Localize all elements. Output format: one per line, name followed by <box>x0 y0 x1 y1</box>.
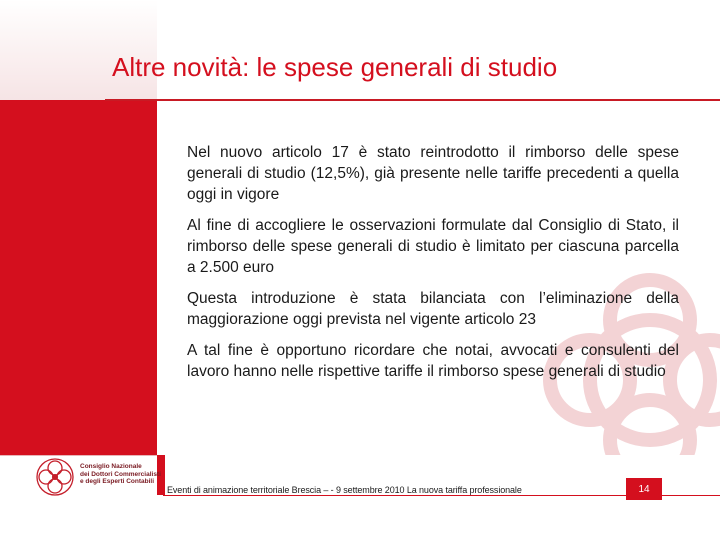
paragraph: Al fine di accogliere le osservazioni formulate dal Consiglio di Stato, il rimborso delle spese generali di studio è limitato per ciascuna parcella a 2.500 euro <box>187 217 679 276</box>
paragraph: Nel nuovo articolo 17 è stato reintrodotto il rimborso delle spese generali di studio (12,5%), già presente nelle tariffe precedenti a quella oggi in vigore <box>187 144 679 203</box>
logo-line: e degli Esperti Contabili <box>80 478 155 485</box>
left-gradient-panel <box>0 0 157 100</box>
title-underline <box>105 99 720 101</box>
paragraph: A tal fine è opportuno ricordare che notai, avvocati e consulenti del lavoro hanno nelle rispettive tariffe il rimborso spese generali di studio <box>187 342 679 380</box>
left-red-stripe <box>0 100 157 455</box>
logo-line: Consiglio Nazionale <box>80 463 142 470</box>
footer-divider <box>0 455 157 456</box>
paragraph: Questa introduzione è stata bilanciata con l’eliminazione della maggiorazione oggi prevista nel vigente articolo 23 <box>187 290 679 328</box>
logo-text <box>80 463 160 486</box>
page-number: 14 <box>626 478 662 500</box>
logo-line: dei Dottori Commercialisti <box>80 470 161 478</box>
slide-title: Altre novità: le spese generali di studio <box>112 52 558 82</box>
footer-event-text: Eventi di animazione territoriale Brescia – - 9 settembre 2010 La nuova tariffa professionale <box>167 485 522 495</box>
slide-content <box>187 142 679 392</box>
cndcec-logo-icon <box>34 456 76 498</box>
